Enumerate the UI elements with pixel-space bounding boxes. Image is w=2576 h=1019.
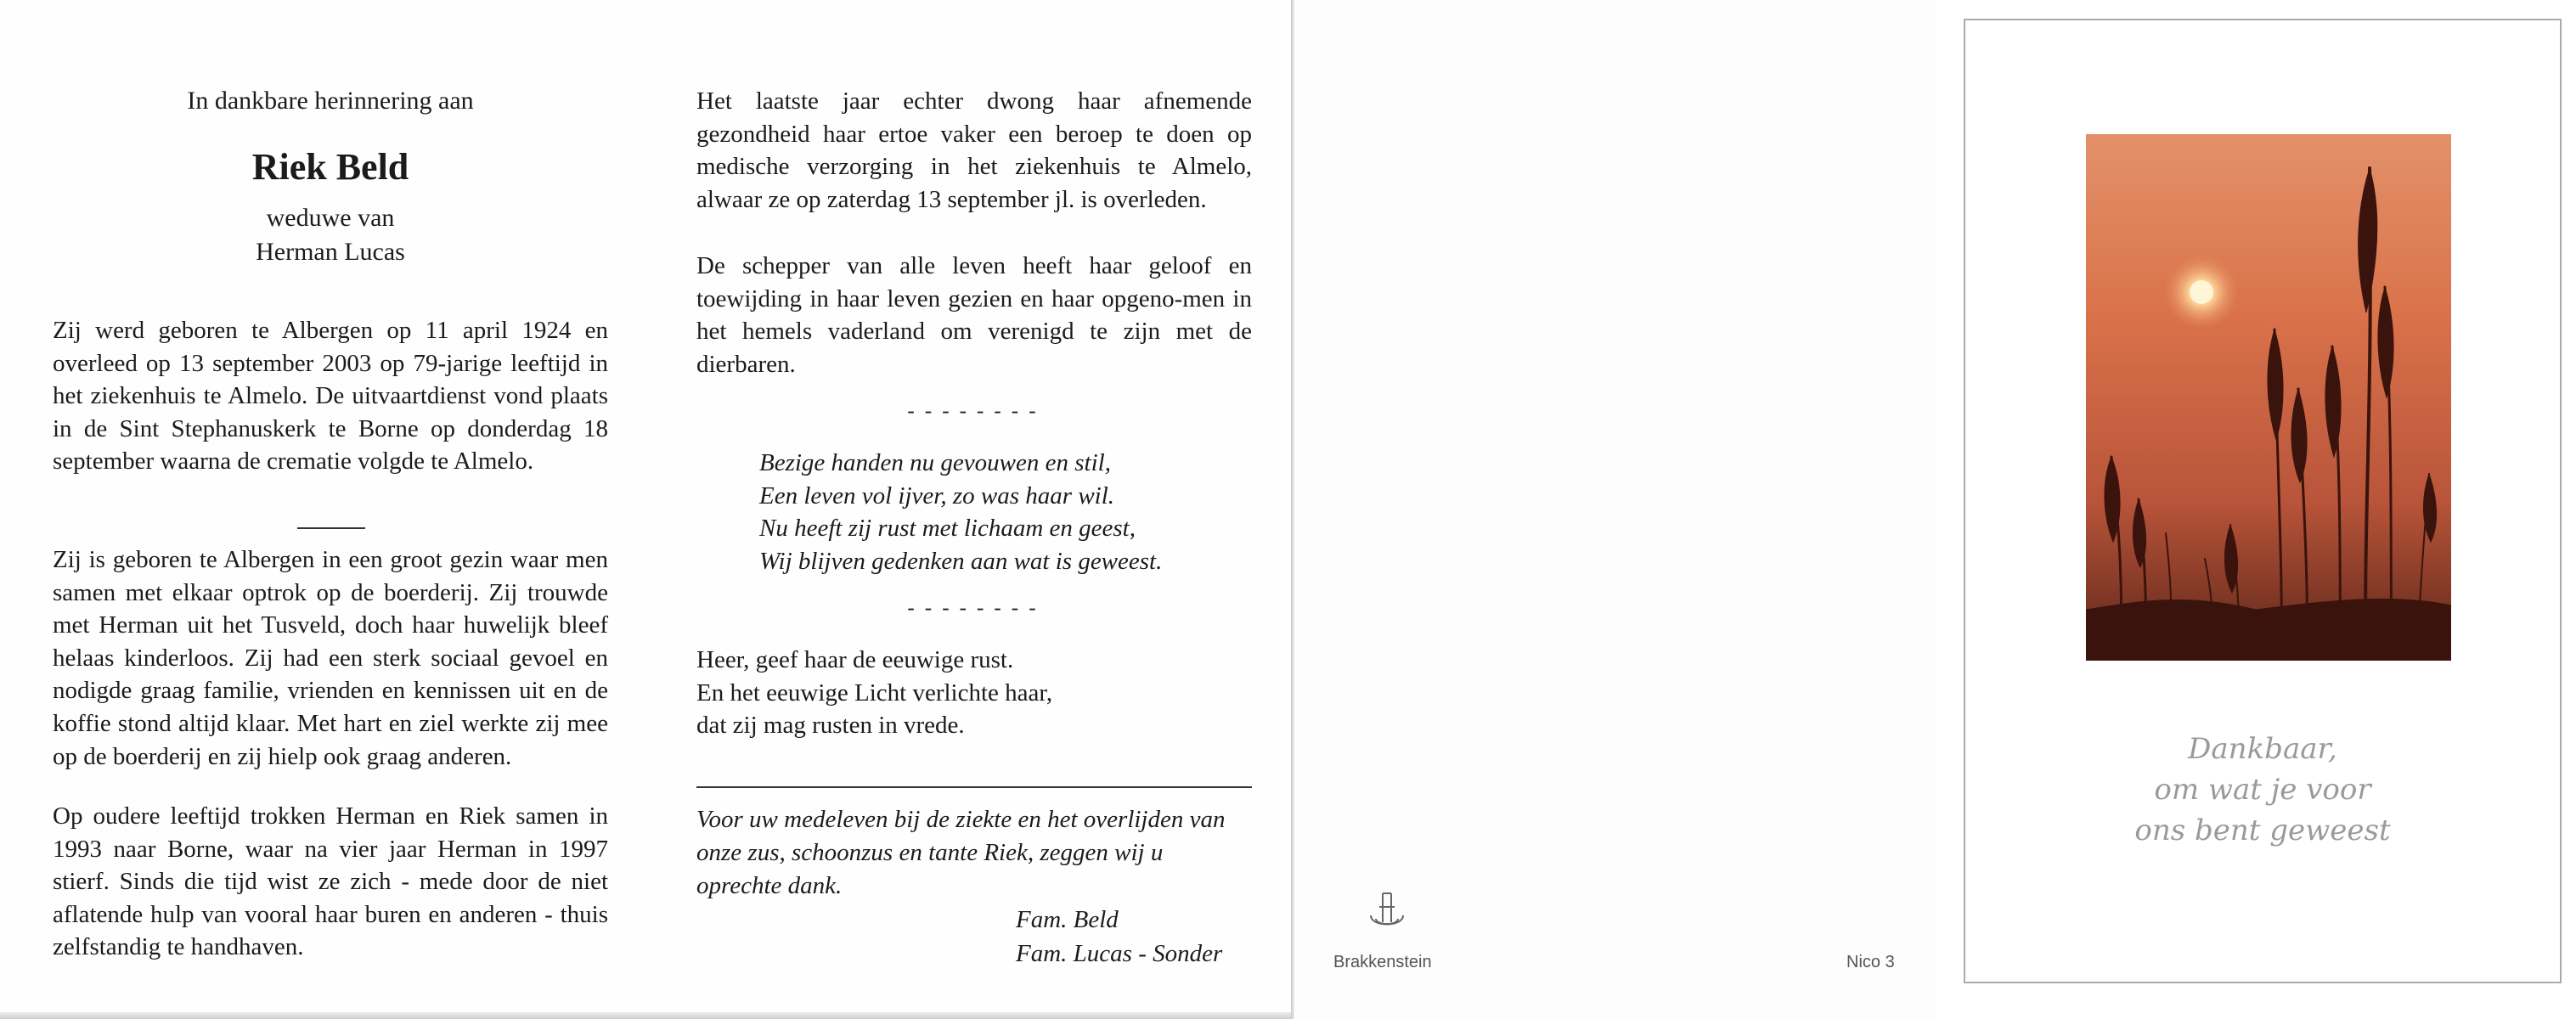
prayer-line: En het eeuwige Licht verlichte haar,	[696, 678, 1053, 707]
short-divider	[297, 527, 365, 529]
long-divider	[696, 786, 1252, 788]
prayer-line: dat zij mag rusten in vrede.	[696, 712, 965, 740]
poem-line: Bezige handen nu gevouwen en stil,	[759, 449, 1111, 476]
widow-of-text: weduwe van	[266, 204, 395, 232]
signature-family-lucas-sonder: Fam. Lucas - Sonder	[1016, 940, 1223, 967]
final-year-paragraph: Het laatste jaar echter dwong haar afnemende gezondheid haar ertoe vaker een beroep te doen op medische verzorging in het ziekenhuis te Almelo, alwaar ze op zaterdag 13 september jl. is overleden.	[696, 87, 1252, 213]
poem-line: Wij blijven gedenken aan wat is geweest.	[759, 547, 1163, 575]
front-cover	[1964, 19, 2562, 983]
quote-line: Dankbaar,	[2188, 732, 2337, 766]
thanks-message: Voor uw medeleven bij de ziekte en het overlijden van onze zus, schoonzus en tante Riek, zeggen wij u oprechte dank.	[696, 806, 1226, 899]
series-code: Nico 3	[1846, 953, 1895, 971]
outside-card	[1294, 0, 2576, 1019]
spouse-name: Herman Lucas	[256, 238, 405, 266]
front-cover-quote	[1965, 729, 2560, 851]
quote-line: om wat je voor	[2154, 773, 2371, 807]
prayer	[696, 644, 1252, 742]
dashed-divider: --------	[905, 402, 1044, 425]
poem-line: Nu heeft zij rust met lichaam en geest,	[759, 515, 1136, 543]
back-cover	[1294, 0, 1936, 1019]
signature-family-beld: Fam. Beld	[1016, 906, 1119, 933]
publisher-logo-icon	[1364, 888, 1410, 936]
publisher-name: Brakkenstein	[1333, 953, 1432, 971]
faith-paragraph: De schepper van alle leven heeft haar geloof en toewijding in haar leven gezien en haar opgeno-men in het hemels vaderland om verenigd te zijn met de dierbaren.	[696, 252, 1252, 378]
biography-paragraph-3: Op oudere leeftijd trokken Herman en Riek samen in 1993 naar Borne, waar na vier jaar Herman in 1997 stierf. Sinds die tijd wist ze zich - mede door de niet aflatende hulp van vooral haar buren en anderen - thuis zelfstandig te handhaven.	[53, 802, 608, 961]
poem	[759, 447, 1235, 577]
deceased-name: Riek Beld	[251, 146, 409, 188]
intro-text: In dankbare herinnering aan	[187, 87, 474, 115]
sunset-reeds-photo	[2086, 134, 2451, 661]
biography-paragraph-1: Zij werd geboren te Albergen op 11 april 1924 en overleed op 13 september 2003 op 79-jarige leeftijd in het ziekenhuis te Almelo. De uitvaartdienst vond plaats in de Sint Stephanuskerk te Borne op donderdag 18 september waarna de crematie volgde te Almelo.	[53, 317, 608, 476]
prayer-line: Heer, geef haar de eeuwige rust.	[696, 646, 1014, 673]
dashed-divider: --------	[905, 599, 1044, 622]
quote-line: ons bent geweest	[2134, 814, 2391, 847]
poem-line: Een leven vol ijver, zo was haar wil.	[759, 481, 1115, 510]
biography-paragraph-2: Zij is geboren te Albergen in een groot gezin waar men samen met elkaar optrok op de boerderij. Zij trouwde met Herman uit het Tusveld, doch haar huwelijk bleef helaas kinderloos. Zij had een sterk sociaal gevoel en nodigde graag familie, vrienden en kennissen uit en de koffie stond altijd klaar. Met hart en ziel werkte zij mee op de boerderij en zij hielp ook graag anderen.	[53, 546, 608, 770]
